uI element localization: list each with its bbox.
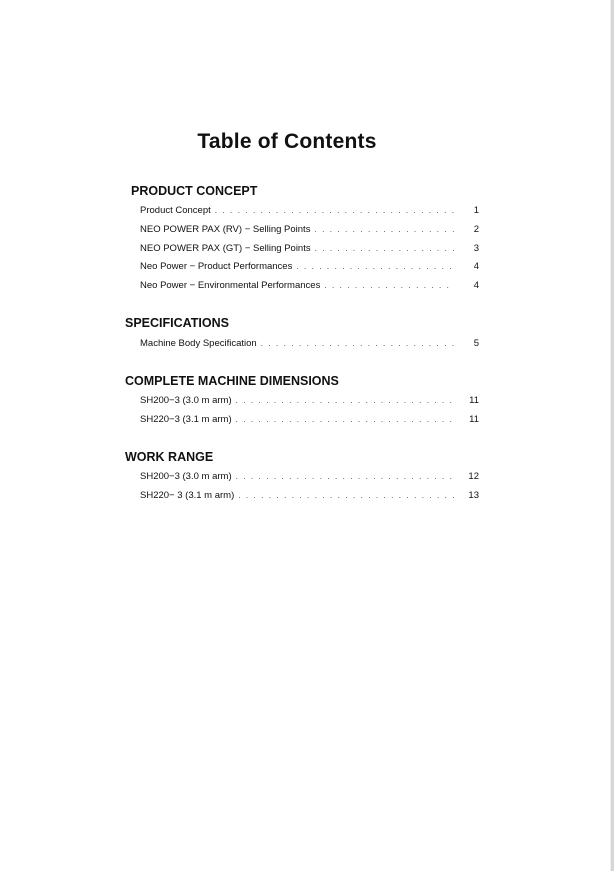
dot-leader bbox=[238, 491, 455, 500]
toc-entry-label: Product Concept bbox=[140, 205, 211, 216]
section-heading-complete-machine-dimensions: COMPLETE MACHINE DIMENSIONS bbox=[125, 374, 339, 388]
toc-entry-page: 4 bbox=[473, 280, 479, 291]
toc-entry[interactable] bbox=[140, 338, 479, 352]
toc-entry-label: SH200−3 (3.0 m arm) bbox=[140, 471, 232, 482]
dot-leader bbox=[261, 339, 455, 348]
toc-entry-page: 2 bbox=[473, 224, 479, 235]
toc-entry-page: 12 bbox=[468, 471, 479, 482]
toc-entry-label: SH220−3 (3.1 m arm) bbox=[140, 414, 232, 425]
toc-entry-page: 1 bbox=[473, 205, 479, 216]
dot-leader bbox=[324, 281, 455, 290]
dot-leader bbox=[236, 472, 455, 481]
toc-entry-label: SH200−3 (3.0 m arm) bbox=[140, 395, 232, 406]
toc-entry[interactable] bbox=[140, 395, 479, 409]
section-heading-work-range: WORK RANGE bbox=[125, 450, 214, 464]
toc-entry-label: Neo Power − Environmental Performances bbox=[140, 280, 321, 291]
toc-entry[interactable] bbox=[140, 490, 479, 504]
toc-entry-page: 5 bbox=[473, 338, 479, 349]
toc-entry-page: 11 bbox=[469, 414, 479, 425]
toc-entry-label: SH220− 3 (3.1 m arm) bbox=[140, 490, 235, 501]
dot-leader bbox=[315, 244, 455, 253]
dot-leader bbox=[296, 262, 455, 271]
toc-entry-label: NEO POWER PAX (RV) − Selling Points bbox=[140, 224, 311, 235]
dot-leader bbox=[236, 396, 455, 405]
toc-entry[interactable] bbox=[140, 414, 479, 428]
toc-entry[interactable] bbox=[140, 205, 479, 219]
page-title: Table of Contents bbox=[197, 130, 377, 153]
section-heading-product-concept: PRODUCT CONCEPT bbox=[131, 184, 258, 198]
toc-entry[interactable] bbox=[140, 471, 479, 485]
toc-entry-label: Machine Body Specification bbox=[140, 338, 257, 349]
toc-entry-page: 4 bbox=[473, 261, 479, 272]
section-heading-specifications: SPECIFICATIONS bbox=[125, 316, 229, 330]
toc-entry[interactable] bbox=[140, 224, 479, 238]
toc-entry-label: Neo Power − Product Performances bbox=[140, 261, 293, 272]
dot-leader bbox=[314, 225, 455, 234]
toc-entry-page: 11 bbox=[469, 395, 479, 406]
dot-leader bbox=[215, 206, 455, 215]
toc-entry-page: 3 bbox=[473, 243, 479, 254]
toc-entry[interactable] bbox=[140, 243, 479, 257]
toc-entry-page: 13 bbox=[468, 490, 479, 501]
dot-leader bbox=[236, 415, 455, 424]
toc-entry[interactable] bbox=[140, 280, 479, 294]
toc-entry[interactable] bbox=[140, 261, 479, 275]
toc-entry-label: NEO POWER PAX (GT) − Selling Points bbox=[140, 243, 311, 254]
